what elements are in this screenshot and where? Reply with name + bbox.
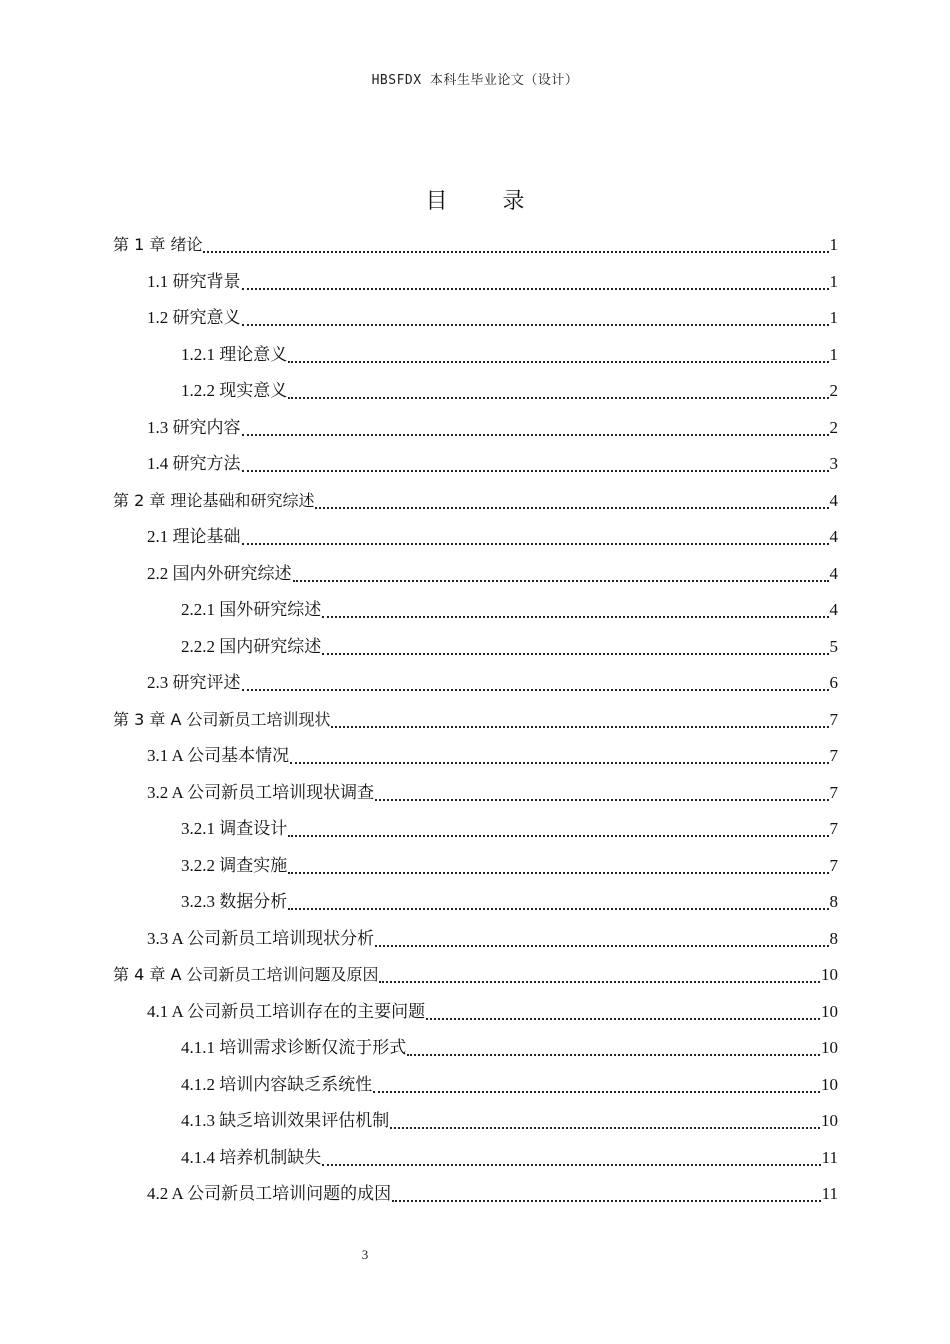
toc-entry-chapter[interactable] <box>113 706 838 732</box>
toc-entry-label: 3.2 A 公司新员工培训现状调查 <box>147 783 375 802</box>
toc-entry-label: 4.1 A 公司新员工培训存在的主要问题 <box>147 1002 426 1021</box>
toc-entry-page: 7 <box>829 746 838 765</box>
toc-entry-label: 3.2.3 数据分析 <box>181 892 288 911</box>
toc-leader-dots <box>290 744 828 764</box>
toc-entry-section[interactable] <box>147 414 838 440</box>
toc-entry-section[interactable] <box>147 742 838 768</box>
toc-entry-label: 2.2.1 国外研究综述 <box>181 600 322 619</box>
toc-entry-subsection[interactable] <box>181 1034 838 1060</box>
toc-entry-section[interactable] <box>147 268 838 294</box>
toc-entry-label: 3.2.2 调查实施 <box>181 856 288 875</box>
toc-entry-label: 1.2 研究意义 <box>147 308 241 327</box>
toc-leader-dots <box>242 671 829 691</box>
toc-entry-chapter[interactable] <box>113 961 838 987</box>
toc-entry-page: 2 <box>829 381 838 400</box>
toc-leader-dots <box>288 854 828 874</box>
toc-entry-subsection[interactable] <box>181 1144 838 1170</box>
toc-leader-dots <box>242 306 829 326</box>
toc-entry-subsection[interactable] <box>181 341 838 367</box>
toc-leader-dots <box>315 489 828 509</box>
toc-leader-dots <box>392 1182 820 1202</box>
toc-entry-section[interactable] <box>147 669 838 695</box>
toc-entry-section[interactable] <box>147 1180 838 1206</box>
toc-entry-label: 第 3 章 A 公司新员工培训现状 <box>113 710 331 729</box>
toc-entry-page: 4 <box>829 564 838 583</box>
toc-entry-page: 1 <box>829 235 838 254</box>
toc-leader-dots <box>407 1036 820 1056</box>
toc-entry-subsection[interactable] <box>181 815 838 841</box>
toc-leader-dots <box>331 708 828 728</box>
toc-entry-page: 10 <box>821 1111 838 1130</box>
toc-entry-page: 7 <box>829 783 838 802</box>
toc-entry-page: 4 <box>829 527 838 546</box>
toc-leader-dots <box>288 379 828 399</box>
toc-leader-dots <box>242 525 829 545</box>
toc-entry-label: 4.1.1 培训需求诊断仅流于形式 <box>181 1038 407 1057</box>
toc-entry-chapter[interactable] <box>113 231 838 257</box>
toc-entry-page: 10 <box>821 1038 838 1057</box>
toc-entry-section[interactable] <box>147 560 838 586</box>
toc-leader-dots <box>288 817 828 837</box>
toc-entry-page: 8 <box>829 929 838 948</box>
toc-entry-page: 11 <box>821 1184 838 1203</box>
toc-entry-page: 10 <box>821 1002 838 1021</box>
toc-leader-dots <box>373 1073 820 1093</box>
toc-leader-dots <box>203 233 828 253</box>
toc-entry-page: 7 <box>829 710 838 729</box>
toc-entry-label: 4.2 A 公司新员工培训问题的成因 <box>147 1184 392 1203</box>
toc-entry-subsection[interactable] <box>181 1107 838 1133</box>
toc-leader-dots <box>242 270 829 290</box>
toc-entry-page: 8 <box>829 892 838 911</box>
toc-entry-label: 1.3 研究内容 <box>147 418 241 437</box>
toc-leader-dots <box>375 927 828 947</box>
toc-entry-section[interactable] <box>147 450 838 476</box>
toc-entry-subsection[interactable] <box>181 888 838 914</box>
toc-title: 目 录 <box>425 189 549 214</box>
toc-entry-page: 1 <box>829 308 838 327</box>
toc-entry-subsection[interactable] <box>181 1071 838 1097</box>
toc-entry-subsection[interactable] <box>181 852 838 878</box>
toc-leader-dots <box>426 1000 820 1020</box>
toc-entry-section[interactable] <box>147 523 838 549</box>
toc-entry-page: 2 <box>829 418 838 437</box>
toc-entry-label: 第 2 章 理论基础和研究综述 <box>113 491 315 510</box>
toc-entry-subsection[interactable] <box>181 633 838 659</box>
toc-entry-label: 3.3 A 公司新员工培训现状分析 <box>147 929 375 948</box>
toc-entry-section[interactable] <box>147 998 838 1024</box>
toc-entry-subsection[interactable] <box>181 377 838 403</box>
toc-leader-dots <box>288 890 828 910</box>
toc-entry-page: 11 <box>821 1148 838 1167</box>
toc-entry-label: 2.2.2 国内研究综述 <box>181 637 322 656</box>
toc-entry-page: 1 <box>829 345 838 364</box>
toc-entry-page: 10 <box>821 965 838 984</box>
toc-entry-label: 2.1 理论基础 <box>147 527 241 546</box>
toc-leader-dots <box>375 781 828 801</box>
toc-entry-chapter[interactable] <box>113 487 838 513</box>
toc-entry-label: 第 4 章 A 公司新员工培训问题及原因 <box>113 965 379 984</box>
toc-leader-dots <box>242 416 829 436</box>
toc-entry-page: 4 <box>829 491 838 510</box>
toc-leader-dots <box>322 598 828 618</box>
toc-entry-subsection[interactable] <box>181 596 838 622</box>
toc-entry-label: 3.2.1 调查设计 <box>181 819 288 838</box>
toc-entry-page: 6 <box>829 673 838 692</box>
toc-entry-label: 1.2.2 现实意义 <box>181 381 288 400</box>
toc-entry-page: 1 <box>829 272 838 291</box>
toc-entry-label: 2.3 研究评述 <box>147 673 241 692</box>
toc-entry-page: 10 <box>821 1075 838 1094</box>
toc-entry-section[interactable] <box>147 304 838 330</box>
toc-leader-dots <box>390 1109 820 1129</box>
toc-entry-page: 4 <box>829 600 838 619</box>
toc-entry-label: 第 1 章 绪论 <box>113 235 203 254</box>
toc-leader-dots <box>288 343 828 363</box>
toc-leader-dots <box>322 635 828 655</box>
toc-leader-dots <box>242 452 829 472</box>
toc-entry-page: 3 <box>829 454 838 473</box>
toc-entry-page: 7 <box>829 819 838 838</box>
toc-entry-label: 2.2 国内外研究综述 <box>147 564 292 583</box>
toc-entry-label: 3.1 A 公司基本情况 <box>147 746 290 765</box>
toc-entry-page: 5 <box>829 637 838 656</box>
toc-entry-label: 1.4 研究方法 <box>147 454 241 473</box>
toc-leader-dots <box>293 562 829 582</box>
toc-entry-label: 4.1.2 培训内容缺乏系统性 <box>181 1075 373 1094</box>
toc-entry-label: 4.1.4 培养机制缺失 <box>181 1148 322 1167</box>
toc-entry-label: 1.2.1 理论意义 <box>181 345 288 364</box>
toc-leader-dots <box>379 963 820 983</box>
toc-entry-page: 7 <box>829 856 838 875</box>
toc-entry-section[interactable] <box>147 925 838 951</box>
toc-entry-label: 1.1 研究背景 <box>147 272 241 291</box>
running-header: HBSFDX 本科生毕业论文（设计） <box>371 73 579 88</box>
page-number: 3 <box>361 1247 369 1262</box>
toc-entry-section[interactable] <box>147 779 838 805</box>
toc-entry-label: 4.1.3 缺乏培训效果评估机制 <box>181 1111 390 1130</box>
toc-leader-dots <box>322 1146 820 1166</box>
